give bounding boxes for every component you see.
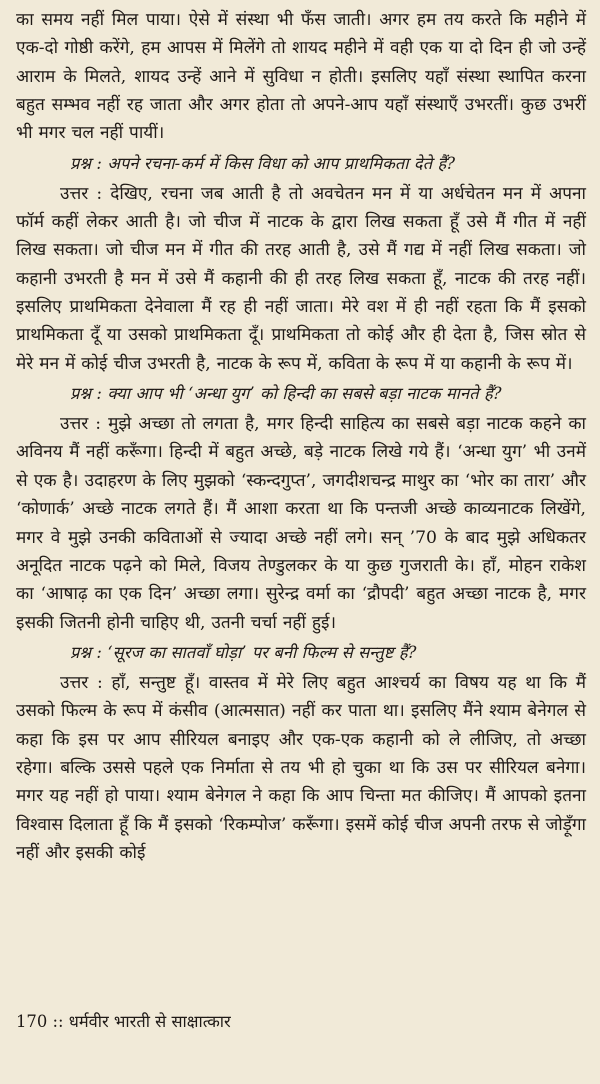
answer-genre-priority: उत्तर : देखिए, रचना जब आती है तो अवचेतन मन में या अर्धचेतन मन में अपना फॉर्म कहीं लेकर आती है। जो चीज में नाटक के द्वारा लिख सकता हूँ उसे मैं गीत में नहीं लिख सकता। जो चीज मन में गीत की तरह आती है, उसे मैं गद्य में नहीं लिख सकता। जो कहानी उभरती है मन में उसे मैं कहानी की ही तरह लिख सकता हूँ, नाटक की तरह नहीं। इसलिए प्राथमिकता देनेवाला मैं रह ही नहीं जाता। मेरे वश में ही नहीं रहता कि मैं इसको प्राथमिकता दूँ या उसको प्राथमिकता दूँ। प्राथमिकता तो कोई और ही देता है, जिस स्रोत से मेरे मन में कोई चीज उभरती है, नाटक के रूप में, कविता के रूप में या कहानी के रूप में। <box>16 183 586 374</box>
question-suraj-film: प्रश्न : ‘सूरज का सातवाँ घोड़ा’ पर बनी फिल्म से सन्तुष्ट हैं? <box>70 642 417 662</box>
page-footer: 170 :: धर्मवीर भारती से साक्षात्कार <box>16 1012 231 1031</box>
answer-suraj-film: उत्तर : हाँ, सन्तुष्ट हूँ। वास्तव में मेरे लिए बहुत आश्चर्य का विषय यह था कि मैं उसको फिल्म के रूप में कंसीव (आत्मसात) नहीं कर पाता था। इसलिए मैंने श्याम बेनेगल से कहा कि इस पर आप सीरियल बनाइए और एक-एक कहानी को ले लीजिए, तो अच्छा रहेगा। बल्कि उससे पहले एक निर्माता से तय भी हो चुका था कि उस पर सीरियल बनेगा। मगर यह नहीं हो पाया। श्याम बेनेगल ने कहा कि आप चिन्ता मत कीजिए। मैं आपको इतना विश्वास दिलाता हूँ कि मैं इसको ‘रिकम्पोज’ करूँगा। इसमें कोई चीज अपनी तरफ से जोड़ूँगा नहीं और इसकी कोई <box>16 672 586 863</box>
question-andha-yug: प्रश्न : क्या आप भी ‘अन्धा युग’ को हिन्दी का सबसे बड़ा नाटक मानते हैं? <box>70 384 502 404</box>
answer-andha-yug: उत्तर : मुझे अच्छा तो लगता है, मगर हिन्दी साहित्य का सबसे बड़ा नाटक कहने का अविनय मैं नहीं करूँगा। हिन्दी में बहुत अच्छे, बड़े नाटक लिखे गये हैं। ‘अन्धा युग’ भी उनमें से एक है। उदाहरण के लिए मुझको ‘स्कन्दगुप्त’, जगदीशचन्द्र माथुर का ‘भोर का तारा’ और ‘कोणार्क’ अच्छे नाटक लगते हैं। मैं आशा करता था कि पन्तजी अच्छे काव्यनाटक लिखेंगे, मगर वे मुझे उनकी कविताओं से ज्यादा अच्छे नहीं लगे। सन् ’70 के बाद मुझे अधिकतर अनूदित नाटक पढ़ने को मिले, विजय तेण्डुलकर के या कुछ गुजराती के। हाँ, मोहन राकेश का ‘आषाढ़ का एक दिन’ अच्छा लगा। सुरेन्द्र वर्मा का ‘द्रौपदी’ बहुत अच्छा नाटक है, मगर इसकी जितनी होनी चाहिए थी, उतनी चर्चा नहीं हुई। <box>16 414 586 633</box>
question-genre-priority: प्रश्न : अपने रचना-कर्म में किस विधा को आप प्राथमिकता देते हैं? <box>70 153 456 173</box>
paragraph-intro: का समय नहीं मिल पाया। ऐसे में संस्था भी फँस जाती। अगर हम तय करते कि महीने में एक-दो गोष्ठी करेंगे, हम आपस में मिलेंगे तो शायद महीने में वही एक या दो दिन ही जो उन्हें आराम के मिलते, शायद उन्हें आने में सुविधा न होती। इसलिए यहाँ संस्था स्थापित करना बहुत सम्भव नहीं रह जाता और अगर होता तो अपने-आप यहाँ संस्थाएँ उभरतीं। कुछ उभरीं भी मगर चल नहीं पायीं। <box>16 10 586 144</box>
